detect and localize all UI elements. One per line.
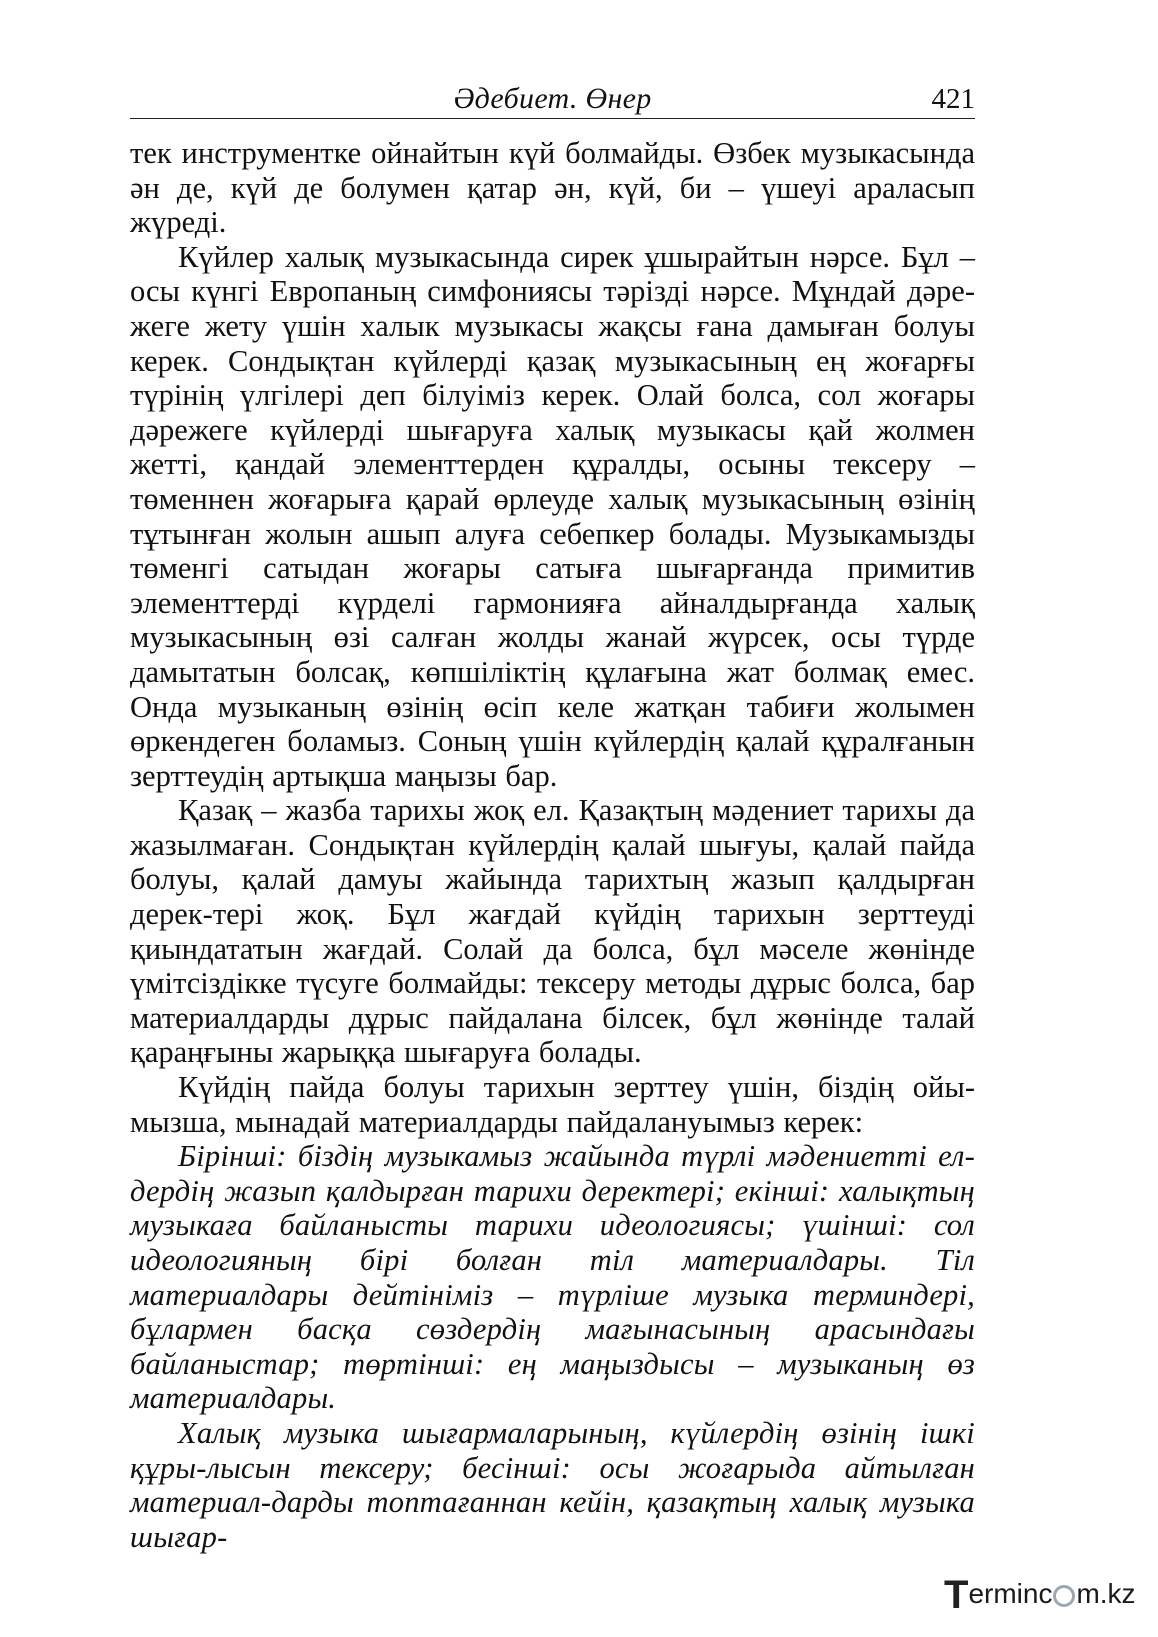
paragraph-1: тек инструментке ойнайтын күй болмайды. Өзбек музыкасында ән де, күй де болумен қатар ән, күй, би – үшеуі араласып жүреді. bbox=[130, 136, 975, 240]
page-number: 421 bbox=[931, 83, 975, 115]
watermark-logo bbox=[944, 1572, 1144, 1616]
paragraph-4: Күйдің пайда болуы тарихын зерттеу үшін, біздің ойы-мызша, мынадай материалдарды пайдалануымыз керек: bbox=[130, 1070, 975, 1139]
paragraph-6-italic: Халық музыка шығармаларының, күйлердің өзінің ішкі құры-лысын тексеру; бесінші: осы жоғарыда айтылған материал-дарды топтағаннан кейін, қазақтың халық музыка шығар- bbox=[130, 1415, 975, 1554]
page-header bbox=[130, 82, 975, 119]
watermark-text-end: m.kz bbox=[1076, 1578, 1136, 1609]
watermark-t-letter: T bbox=[944, 1573, 969, 1617]
page-body bbox=[130, 136, 975, 1554]
paragraph-5-italic: Бірінші: біздің музыкамыз жайында түрлі мәдениетті ел-дердің жазып қалдырған тарихи деректері; екінші: халықтың музыкаға байланысты тарихи идеологиясы; үшінші: сол идеологияның бірі болған тіл материалдары. Тіл материалдары дейтініміз – түрліше музыка терминдері, бұлармен басқа сөздердің мағынасының арасындағы байланыстар; төртінші: ең маңыздысы – музыканың өз материалдары. bbox=[130, 1139, 975, 1416]
paragraph-2: Күйлер халық музыкасында сирек ұшырайтын нәрсе. Бұл – осы күнгі Европаның симфониясы тәрізді нәрсе. Мұндай дәре-жеге жету үшін халык музыкасы жақсы ғана дамыған болуы керек. Сондықтан күйлерді қазақ музыкасының ең жоғарғы түрінің үлгілері деп білуіміз керек. Олай болса, сол жоғары дәрежеге күйлерді шығаруға халық музыкасы қай жолмен жетті, қандай элементтерден құралды, осыны тексеру – төменнен жоғарыға қарай өрлеуде халық музыкасының өзінің тұтынған жолын ашып алуға себепкер болады. Музыкамызды төменгі сатыдан жоғары сатыға шығарғанда примитив элементтерді күрделі гармонияға айналдырғанда халық музыкасының өзі салған жолды жанай жүрсек, осы түрде дамытатын болсақ, көпшіліктің құлағына жат болмақ емес. Онда музыканың өзінің өсіп келе жатқан табиғи жолымен өркендеген боламыз. Соның үшін күйлердің қалай құралғанын зерттеудің артықша маңызы бар. bbox=[130, 239, 975, 793]
paragraph-3: Қазақ – жазба тарихы жоқ ел. Қазақтың мәдениет тарихы да жазылмаған. Сондықтан күйлердің қалай шығуы, қалай пайда болуы, қалай дамуы жайында тарихтың жазып қалдырған дерек-тері жоқ. Бұл жағдай күйдің тарихын зерттеуді қиындататын жағдай. Солай да болса, бұл мәселе жөнінде үмітсіздікке түсуге болмайды: тексеру методы дұрыс болса, бар материалдарды дұрыс пайдалана білсек, бұл жөнінде талай қараңғыны жарыққа шығаруға болады. bbox=[130, 793, 975, 1070]
running-title: Әдебиет. Өнер bbox=[453, 82, 652, 115]
watermark-circle-icon bbox=[1053, 1585, 1075, 1607]
watermark-text-start: erminc bbox=[968, 1578, 1053, 1609]
